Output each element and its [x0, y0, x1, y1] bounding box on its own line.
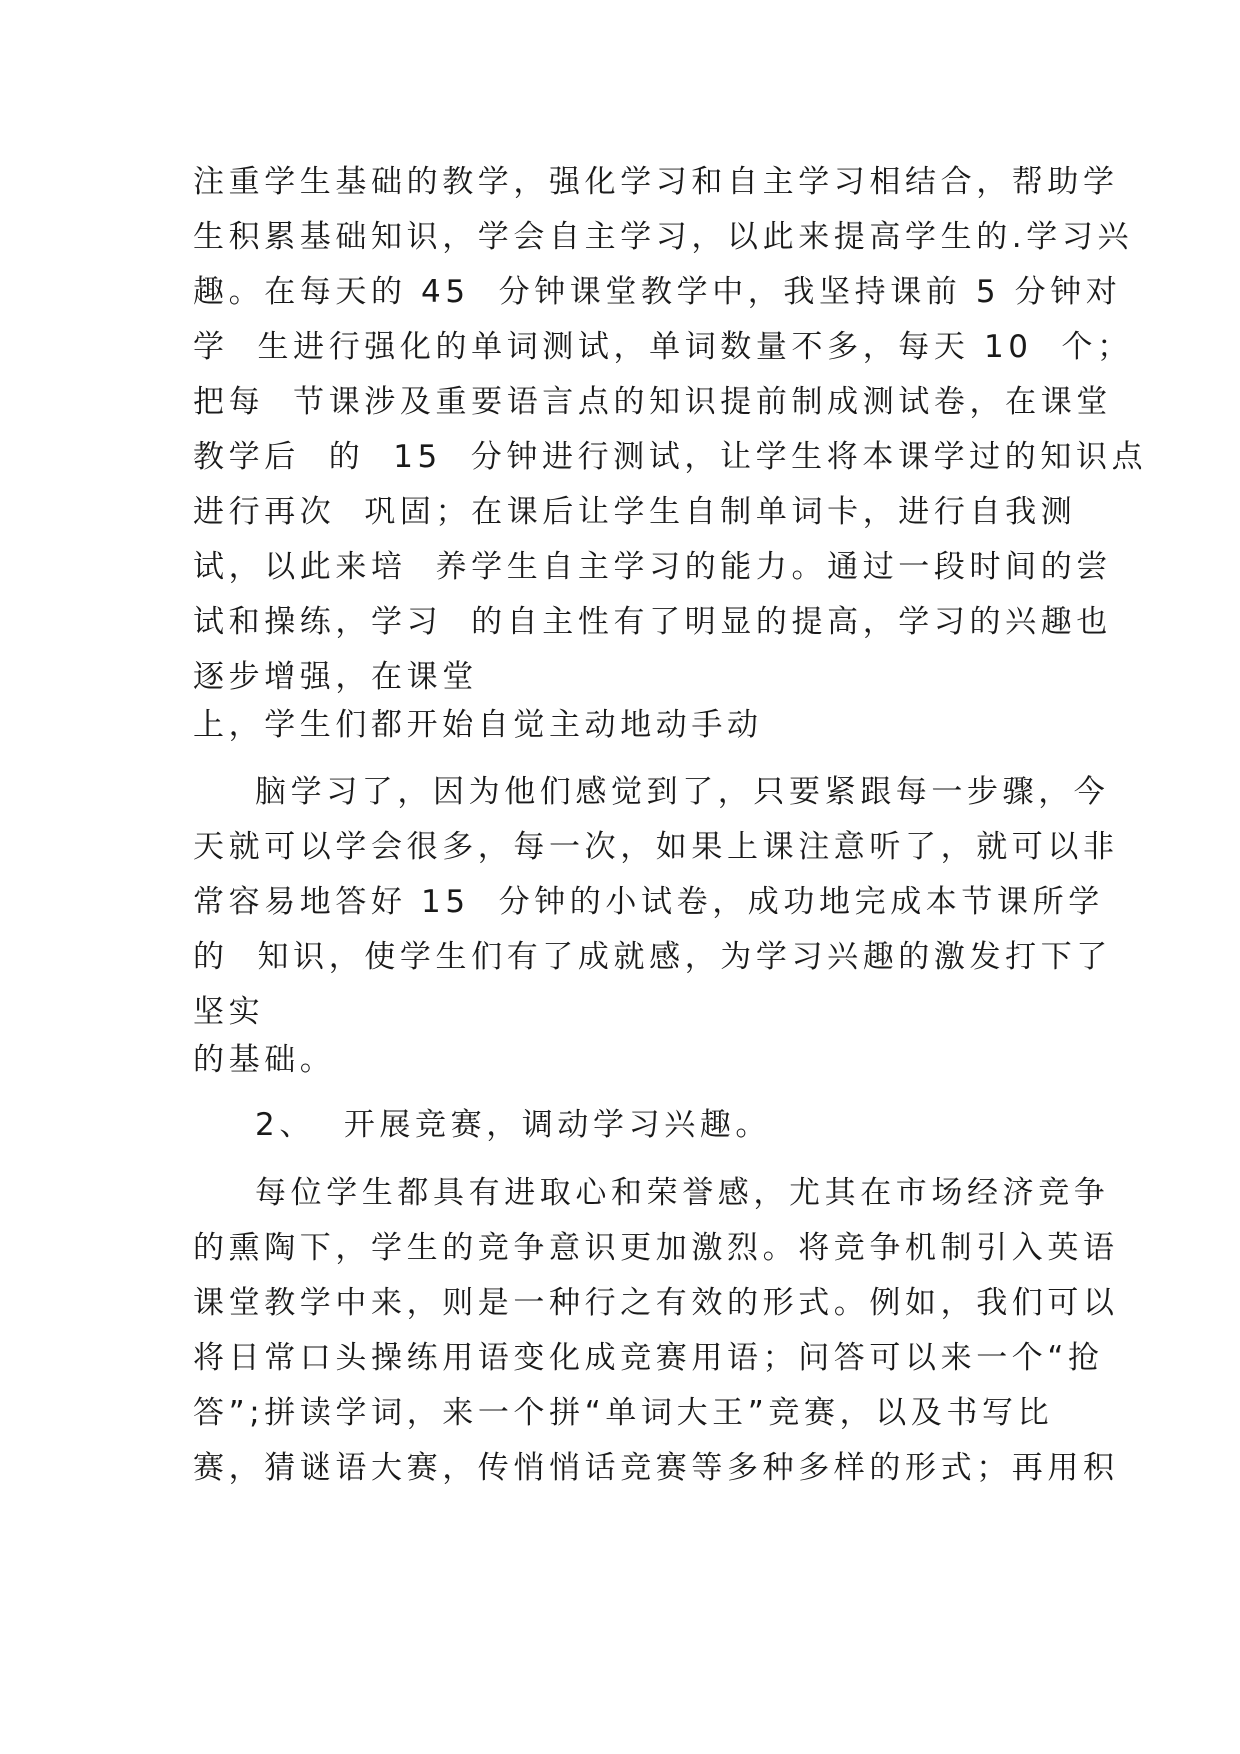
section-heading: 2、 开展竞赛，调动学习兴趣。	[255, 1107, 772, 1143]
text-line: 脑学习了，因为他们感觉到了，只要紧跟每一步骤，今	[255, 774, 1110, 810]
text-line: 进行再次 巩固；在课后让学生自制单词卡，进行自我测	[193, 494, 1077, 530]
text-line: 趣。在每天的 45 分钟课堂教学中，我坚持课前 5 分钟对	[193, 274, 1122, 310]
text-line: 试，以此来培 养学生自主学习的能力。通过一段时间的尝	[193, 549, 1112, 585]
text-line: 注重学生基础的教学，强化学习和自主学习相结合，帮助学	[193, 164, 1119, 200]
text-line: 的熏陶下，学生的竞争意识更加激烈。将竞争机制引入英语	[193, 1230, 1119, 1266]
text-line: 试和操练，学习 的自主性有了明显的提高，学习的兴趣也	[193, 604, 1112, 640]
text-line: 上，学生们都开始自觉主动地动手动	[193, 707, 763, 743]
text-line: 天就可以学会很多，每一次，如果上课注意听了，就可以非	[193, 829, 1119, 865]
text-line: 逐步增强，在课堂	[193, 659, 478, 695]
text-line: 常容易地答好 15 分钟的小试卷，成功地完成本节课所学	[193, 884, 1104, 920]
text-line: 学 生进行强化的单词测试，单词数量不多，每天 10 个；	[193, 329, 1133, 365]
text-line: 教学后 的 15 分钟进行测试，让学生将本课学过的知识点	[193, 439, 1148, 475]
text-line: 坚实	[193, 994, 265, 1030]
text-line: 答”;拼读学词，来一个拼“单词大王”竞赛，以及书写比	[193, 1395, 1054, 1431]
text-line: 将日常口头操练用语变化成竞赛用语；问答可以来一个“抢	[193, 1340, 1104, 1376]
text-line: 生积累基础知识，学会自主学习，以此来提高学生的.学习兴	[193, 219, 1134, 255]
text-line: 赛，猜谜语大赛，传悄悄话竞赛等多种多样的形式；再用积	[193, 1450, 1119, 1486]
text-line: 把每 节课涉及重要语言点的知识提前制成测试卷，在课堂	[193, 384, 1112, 420]
text-line: 课堂教学中来，则是一种行之有效的形式。例如，我们可以	[193, 1285, 1119, 1321]
text-line: 的基础。	[193, 1042, 336, 1078]
text-line: 的 知识，使学生们有了成就感，为学习兴趣的激发打下了	[193, 939, 1112, 975]
text-line: 每位学生都具有进取心和荣誉感，尤其在市场经济竞争	[255, 1175, 1110, 1211]
